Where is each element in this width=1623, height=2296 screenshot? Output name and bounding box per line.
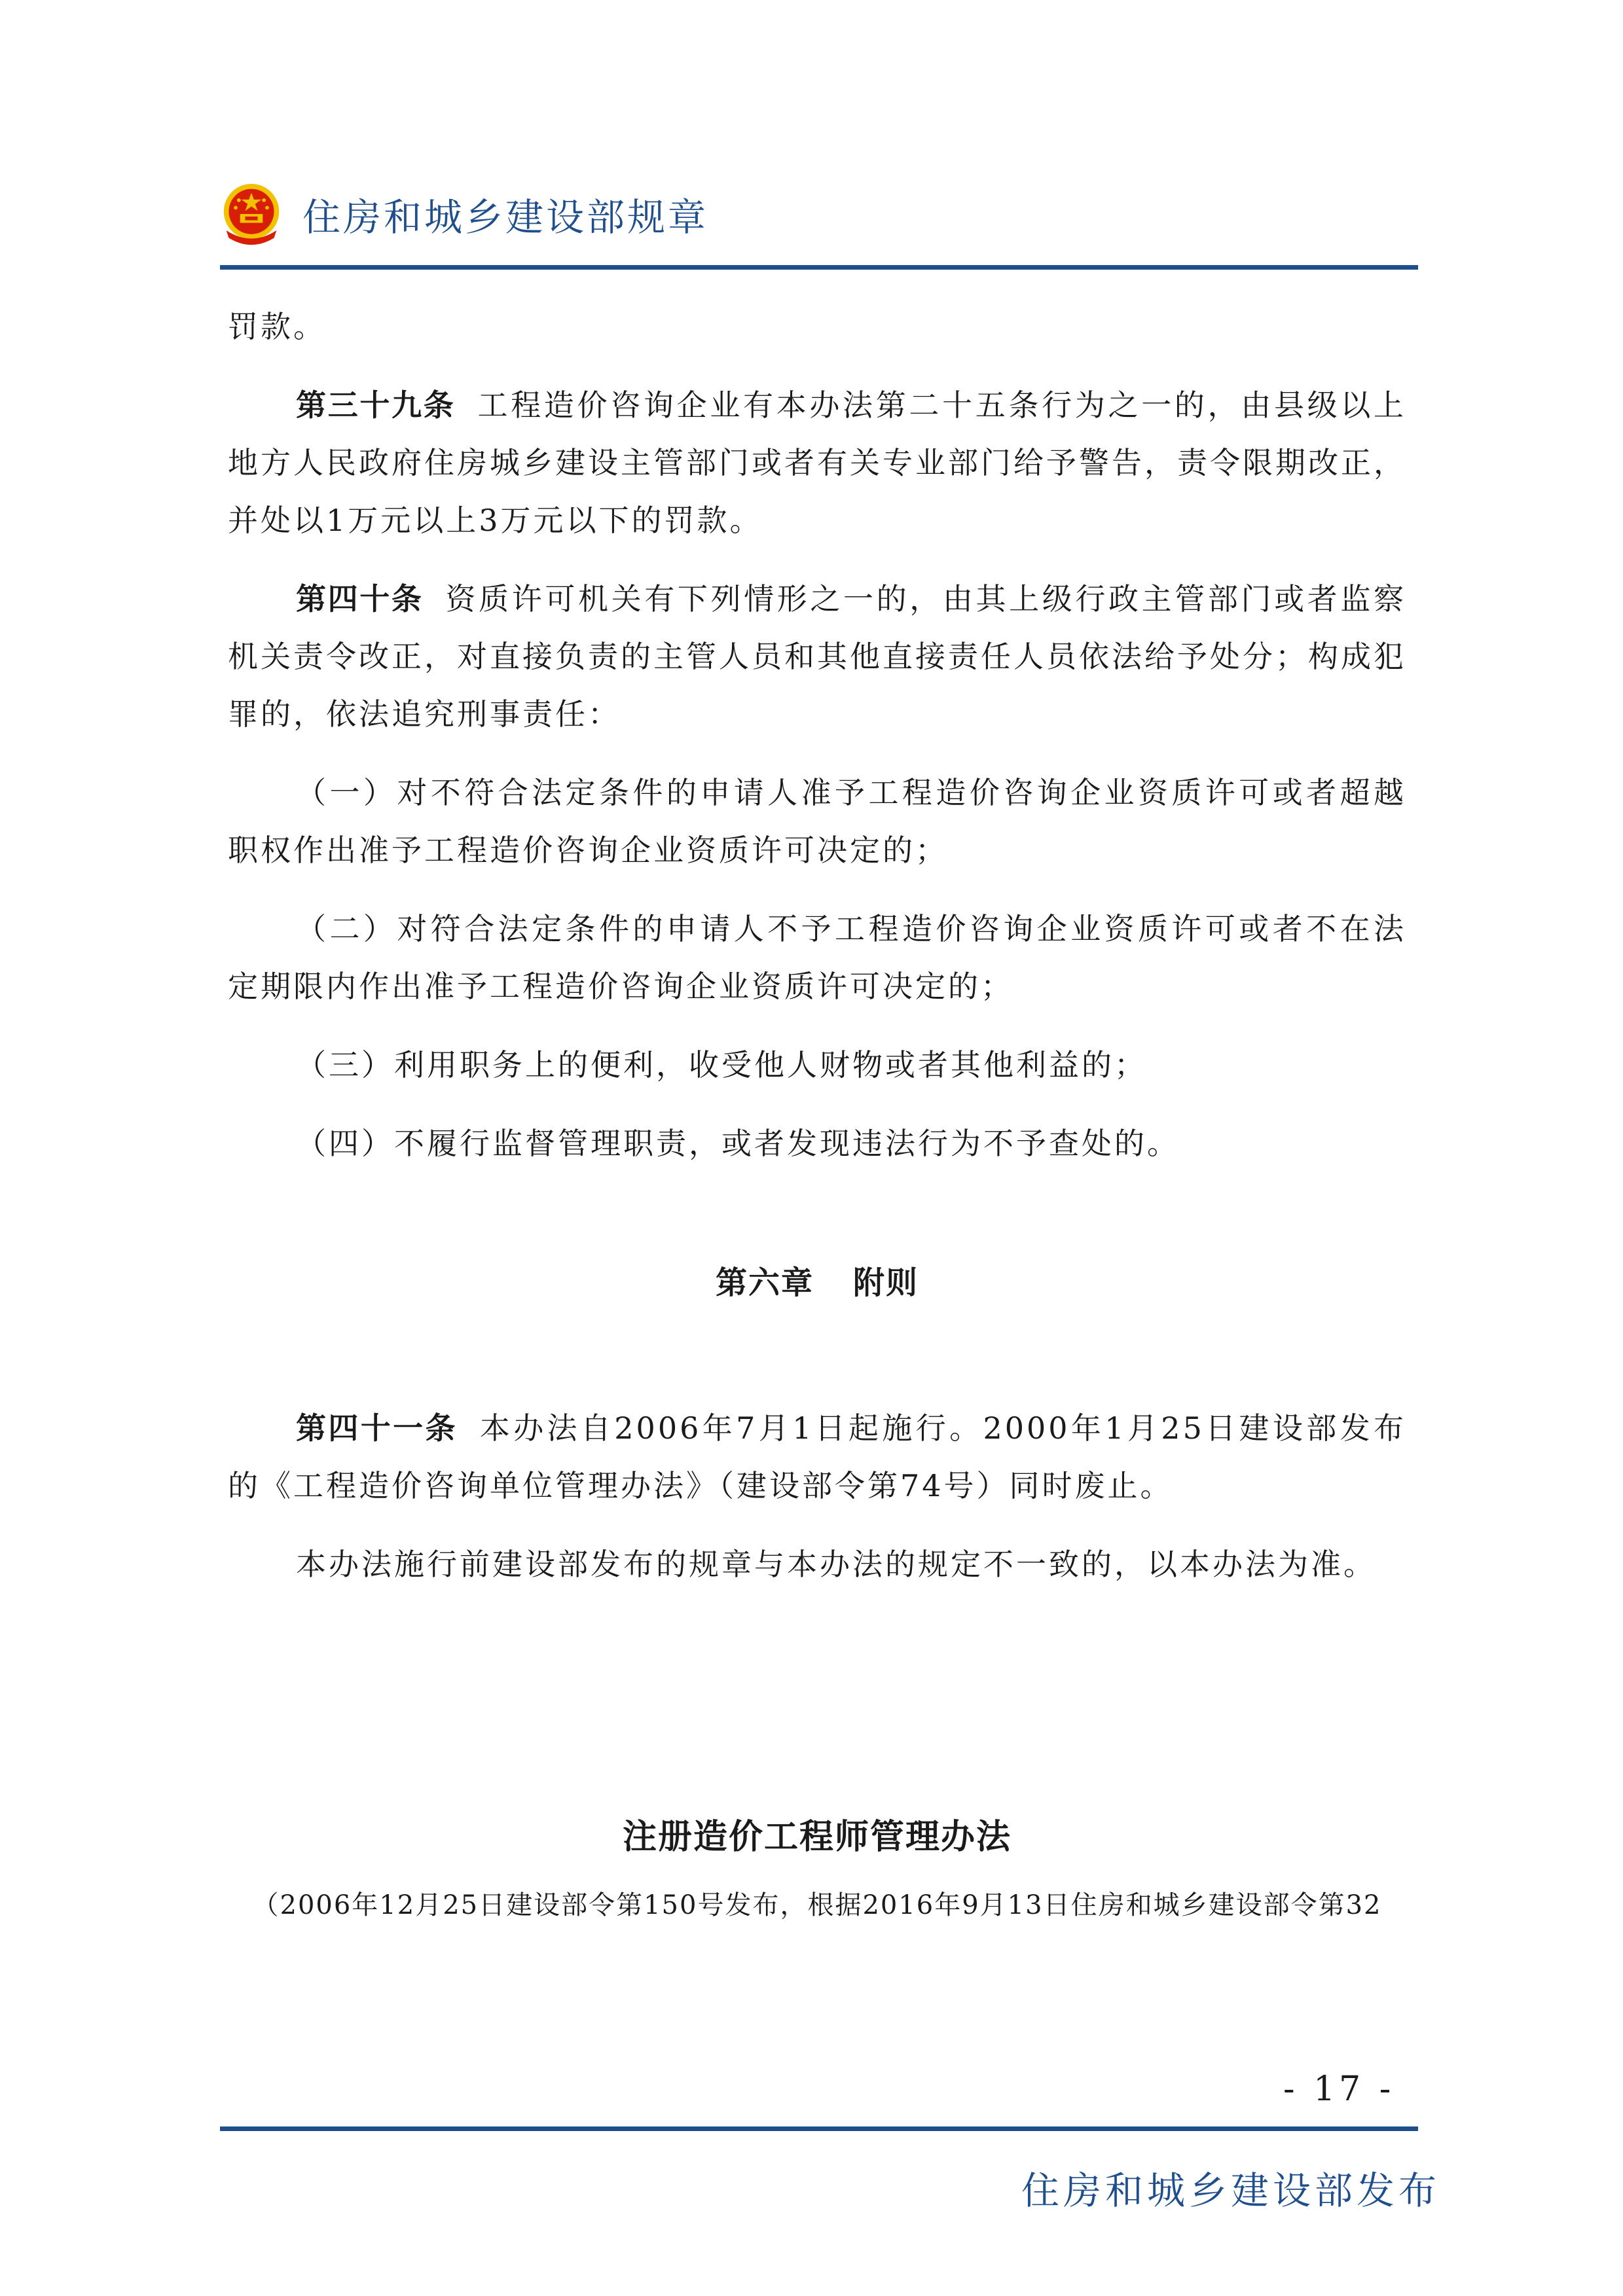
paragraph-precedence: 本办法施行前建设部发布的规章与本办法的规定不一致的，以本办法为准。 xyxy=(296,1547,1376,1582)
document-body xyxy=(228,298,1406,1922)
footer-publisher: 住房和城乡建设部发布 xyxy=(1021,2168,1441,2213)
list-item-3: （三）利用职务上的便利，收受他人财物或者其他利益的； xyxy=(296,1047,1147,1083)
list-item-1: （一）对不符合法定条件的申请人准予工程造价咨询企业资质许可或者超越职权作出准予工程造价咨询企业资质许可决定的； xyxy=(228,775,1406,868)
article-39 xyxy=(228,376,1406,549)
chapter-number: 第六章 xyxy=(715,1265,814,1301)
next-document-subtitle: （2006年12月25日建设部令第150号发布，根据2016年9月13日住房和城乡建设部令第32 xyxy=(252,1890,1382,1920)
list-item-4: （四）不履行监督管理职责，或者发现违法行为不予查处的。 xyxy=(296,1126,1180,1161)
header-title: 住房和城乡建设部规章 xyxy=(302,195,709,240)
article-text: 资质许可机关有下列情形之一的，由其上级行政主管部门或者监察机关责令改正，对直接负责的主管人员和其他直接责任人员依法给予处分；构成犯罪的，依法追究刑事责任： xyxy=(228,581,1406,732)
header-divider xyxy=(220,265,1418,270)
article-number: 第三十九条 xyxy=(296,387,456,423)
chapter-heading xyxy=(228,1257,1406,1302)
article-number: 第四十一条 xyxy=(296,1410,458,1446)
next-document-title: 注册造价工程师管理办法 xyxy=(622,1818,1012,1857)
article-number: 第四十条 xyxy=(296,581,424,617)
page-header xyxy=(220,178,708,250)
article-text: 本办法自2006年7月1日起施行。2000年1月25日建设部发布的《工程造价咨询单位管理办法》（建设部令第74号）同时废止。 xyxy=(228,1410,1407,1503)
footer-divider xyxy=(220,2126,1418,2131)
paragraph-fine: 罚款。 xyxy=(228,309,326,344)
article-41 xyxy=(228,1399,1406,1515)
national-emblem-icon xyxy=(220,181,283,247)
article-text: 工程造价咨询企业有本办法第二十五条行为之一的，由县级以上地方人民政府住房城乡建设主管部门或者有关专业部门给予警告，责令限期改正，并处以1万元以上3万元以下的罚款。 xyxy=(228,387,1406,538)
page-number: - 17 - xyxy=(1283,2070,1395,2109)
article-40 xyxy=(228,570,1406,743)
list-item-2: （二）对符合法定条件的申请人不予工程造价咨询企业资质许可或者不在法定期限内作出准予工程造价咨询企业资质许可决定的； xyxy=(228,911,1406,1004)
chapter-name: 附则 xyxy=(853,1265,919,1301)
